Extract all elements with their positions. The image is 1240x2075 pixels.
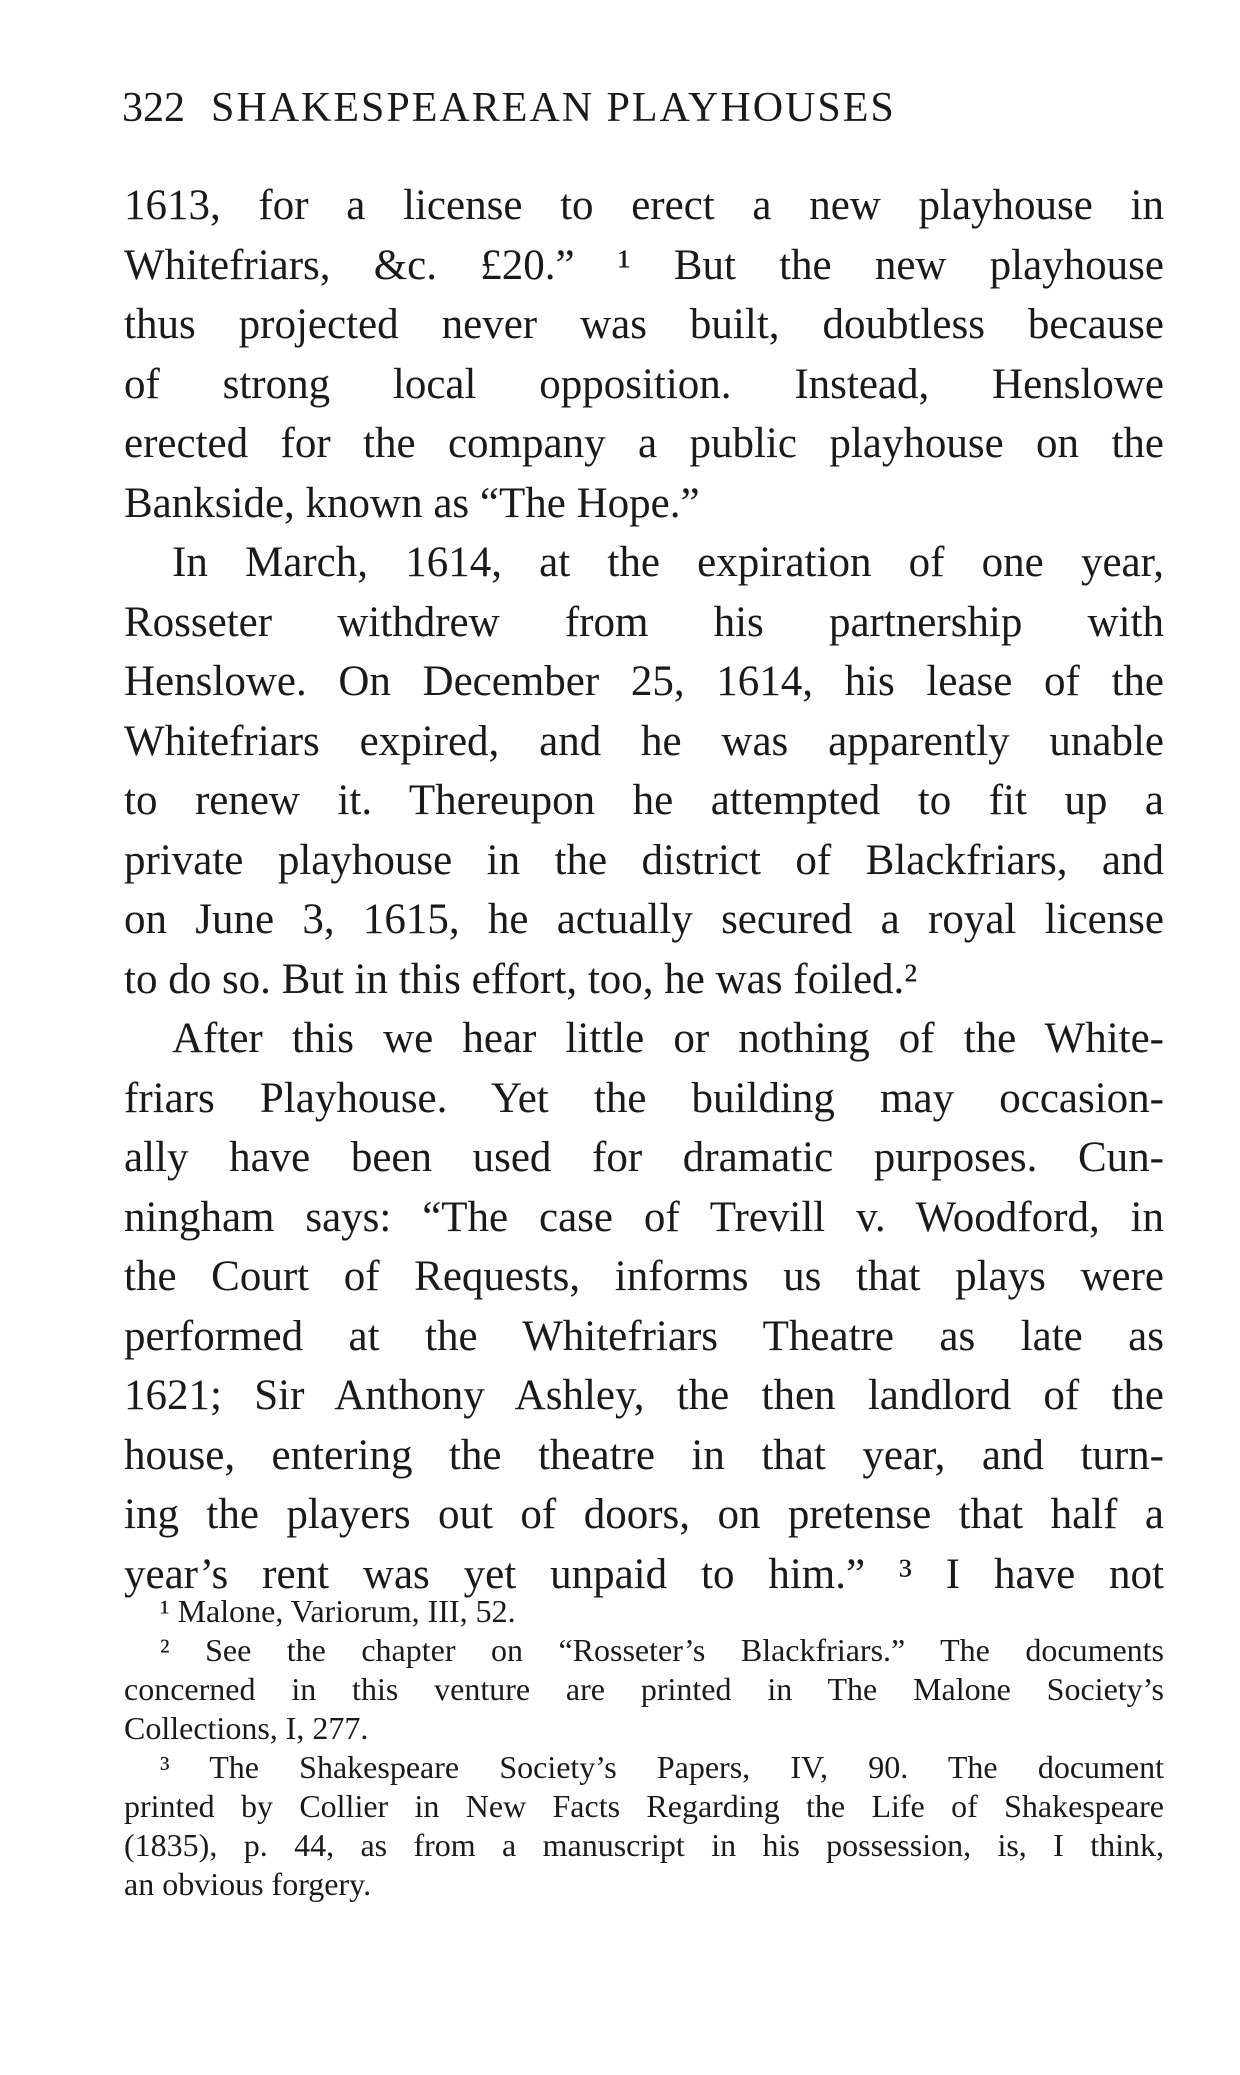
footnote-line: (1835), p. 44, as from a manuscript in his possession, is, I think,: [124, 1827, 1164, 1863]
body-line: Bankside, known as “The Hope.”: [124, 479, 700, 527]
page-number: 322: [122, 85, 185, 131]
body-line: private playhouse in the district of Blackfriars, and: [124, 836, 1164, 884]
footnote-line: printed by Collier in New Facts Regarding the Life of Shakespeare: [124, 1788, 1164, 1824]
body-line: ing the players out of doors, on pretense that half a: [124, 1491, 1164, 1538]
body-line: ally have been used for dramatic purposes. Cun-: [124, 1134, 1164, 1181]
footnotes: [124, 1592, 1164, 1904]
body-line: house, entering the theatre in that year, and turn-: [124, 1431, 1164, 1479]
body-line: thus projected never was built, doubtless because: [124, 301, 1164, 348]
footnote-line: concerned in this venture are printed in The Malone Society’s: [124, 1671, 1164, 1707]
running-head: [122, 78, 1122, 138]
body-line: friars Playhouse. Yet the building may occasion-: [124, 1074, 1164, 1122]
body-line: the Court of Requests, informs us that plays were: [124, 1253, 1164, 1300]
body-line: erected for the company a public playhouse on the: [124, 420, 1164, 467]
body-line: Whitefriars expired, and he was apparently unable: [124, 717, 1164, 765]
body-line: on June 3, 1615, he actually secured a royal license: [124, 896, 1164, 943]
body-line: Rosseter withdrew from his partnership with: [124, 598, 1164, 646]
body-line: performed at the Whitefriars Theatre as late as: [124, 1312, 1164, 1360]
body-line: Whitefriars, &c. £20.” ¹ But the new playhouse: [124, 241, 1164, 289]
footnote-line: ¹ Malone, Variorum, III, 52.: [160, 1593, 516, 1629]
footnote-line: ² See the chapter on “Rosseter’s Blackfriars.” The documents: [160, 1632, 1164, 1668]
body-line: 1621; Sir Anthony Ashley, the then landlord of the: [124, 1372, 1164, 1419]
footnote-line: Collections, I, 277.: [124, 1710, 369, 1746]
footnote-line: an obvious forgery.: [124, 1866, 372, 1902]
running-title: SHAKESPEAREAN PLAYHOUSES: [211, 85, 896, 131]
body-line: year’s rent was yet unpaid to him.” ³ I have not: [124, 1550, 1164, 1598]
footnote-line: ³ The Shakespeare Society’s Papers, IV, 90. The document: [160, 1749, 1164, 1785]
body-line: 1613, for a license to erect a new playhouse in: [124, 182, 1164, 229]
body-line: Henslowe. On December 25, 1614, his lease of the: [124, 658, 1164, 705]
body-line: After this we hear little or nothing of the White-: [172, 1015, 1164, 1062]
body-line: ningham says: “The case of Trevill v. Woodford, in: [124, 1193, 1164, 1241]
body-line: of strong local opposition. Instead, Henslowe: [124, 360, 1164, 408]
body-line: to renew it. Thereupon he attempted to fit up a: [124, 777, 1164, 824]
body-line: to do so. But in this effort, too, he was foiled.²: [124, 955, 918, 1003]
body-line: In March, 1614, at the expiration of one year,: [172, 539, 1164, 586]
body-text: [124, 176, 1164, 1604]
